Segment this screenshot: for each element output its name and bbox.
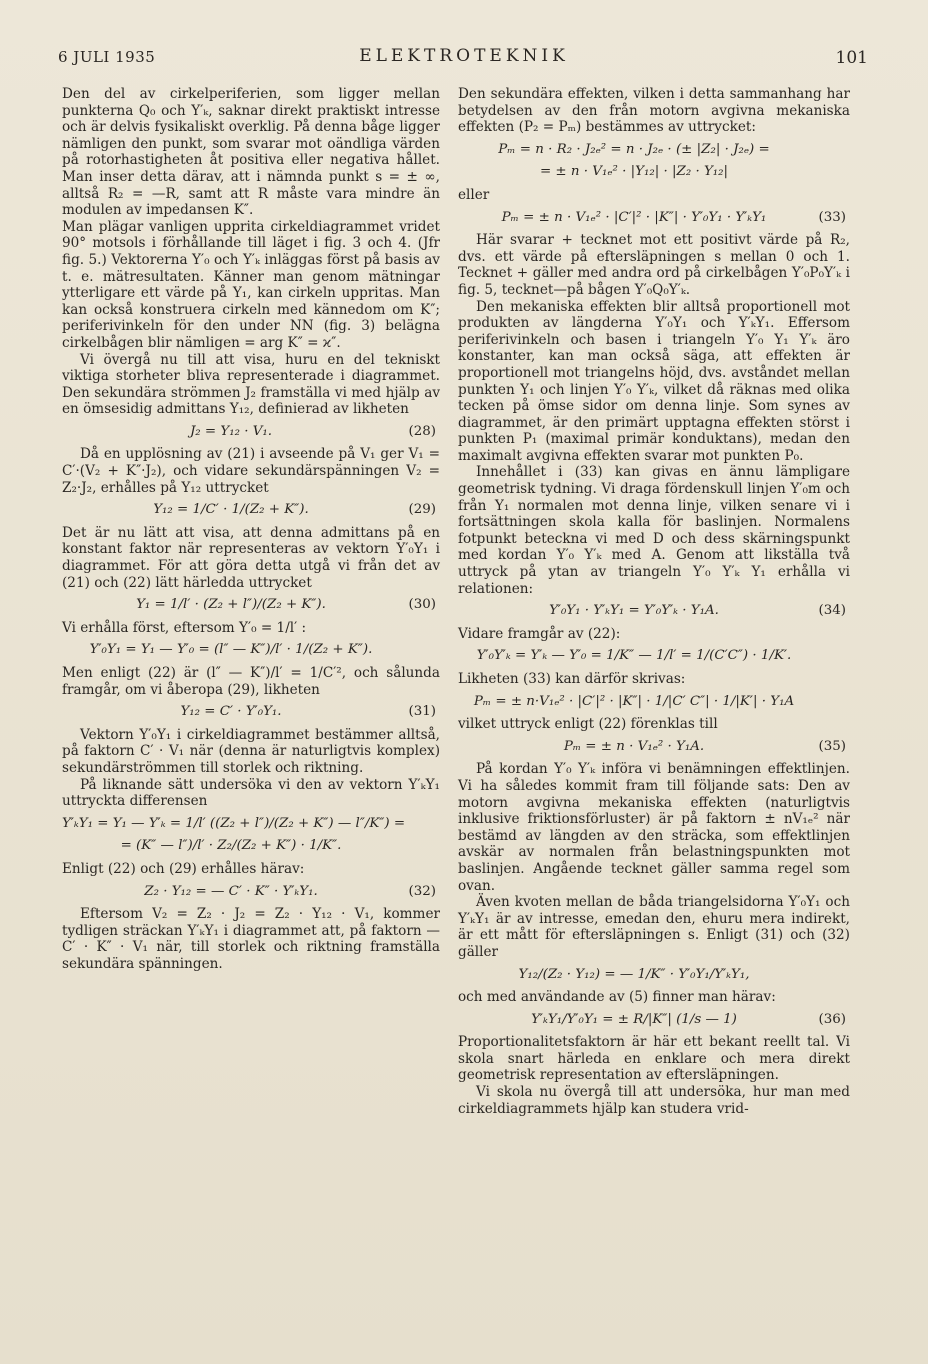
paragraph: På liknande sätt undersöka vi den av vektorn Y′ₖY₁ uttryckta differensen bbox=[62, 776, 440, 810]
right-column bbox=[458, 86, 850, 1117]
paragraph: Vektorn Y′₀Y₁ i cirkeldiagrammet bestämmer alltså, på faktorn C′ · V₁ när (denna är naturligtvis komplex) sekundärströmmen till storlek och riktning. bbox=[62, 726, 440, 776]
equation-number: (32) bbox=[408, 883, 436, 899]
paragraph: och med användande av (5) finner man härav: bbox=[458, 989, 776, 1006]
paragraph: Men enligt (22) är (l″ — K″)/l′ = 1/C′², och sålunda framgår, om vi åberopa (29), likheten bbox=[62, 665, 440, 698]
equation bbox=[458, 694, 850, 711]
equation bbox=[458, 1012, 850, 1029]
paragraph: vilket uttryck enligt (22) förenklas till bbox=[458, 716, 718, 733]
equation-number: (30) bbox=[408, 597, 436, 613]
paragraph: Innehållet i (33) kan givas en ännu lämpligare geometrisk tydning. Vi draga fördenskull linjen Y′₀m och från Y₁ normalen mot denna linje, vilken senare vi i fortsättningen skola kalla för baslinjen. Normalens fotpunkt beteckna vi med D och dess skärningspunkt med kordan Y′₀ Y′ₖ med A. Genom att likställa två uttryck på ytan av triangeln Y′₀ Y′ₖ Y₁ erhålla vi relationen: bbox=[458, 464, 850, 597]
equation-body: = (K″ — l″)/l′ · Z₂/(Z₂ + K″) · 1/K″. bbox=[120, 838, 342, 854]
paragraph: Även kvoten mellan de båda triangelsidorna Y′₀Y₁ och Y′ₖY₁ är av intresse, emedan den, ehuru mera indirekt, är ett mått för eftersläpningen s. Enligt (31) och (32) gäller bbox=[458, 894, 850, 960]
equation-body: Y′ₖY₁ = Y₁ — Y′ₖ = 1/l′ ((Z₂ + l″)/(Z₂ + K″) — l″/K″) = bbox=[62, 815, 406, 831]
equation bbox=[62, 597, 440, 614]
equation-number: (36) bbox=[818, 1011, 846, 1027]
paragraph: Vi övergå nu till att visa, huru en del tekniskt viktiga storheter bliva representerade i diagrammet. Den sekundära strömmen J₂ framställa vi med hjälp av en ömsesidig admittans Y₁₂, definierad av likheten bbox=[62, 351, 440, 418]
equation bbox=[458, 142, 850, 159]
equation-body: Y′ₖY₁/Y′₀Y₁ = ± R/|K″| (1/s — 1) bbox=[531, 1011, 737, 1027]
paragraph: Proportionalitetsfaktorn är här ett bekant reellt tal. Vi skola snart härleda en enklare och mera direkt geometrisk representation av eftersläpningen. bbox=[458, 1034, 850, 1084]
paragraph: Vi skola nu övergå till att undersöka, hur man med cirkeldiagrammets hjälp kan studera vrid- bbox=[458, 1084, 850, 1117]
equation-body: Pₘ = n · R₂ · J₂ₑ² = n · J₂ₑ · (± |Z₂| · J₂ₑ) = bbox=[498, 141, 770, 157]
equation bbox=[458, 210, 850, 227]
equation bbox=[458, 603, 850, 620]
equation bbox=[458, 648, 850, 665]
equation bbox=[62, 838, 440, 855]
journal-title: ELEKTROTEKNIK bbox=[359, 46, 569, 66]
paragraph: Här svarar + tecknet mot ett positivt värde på R₂, dvs. ett värde på eftersläpningen s mellan 0 och 1. Tecknet + gäller med andra ord på cirkelbågen Y′₀P₀Y′ₖ i fig. 5, tecknet—på bågen Y′₀Q₀Y′ₖ. bbox=[458, 232, 850, 298]
equation-number: (34) bbox=[818, 603, 846, 619]
paragraph: Vi erhålla först, eftersom Y′₀ = 1/l′ : bbox=[62, 619, 307, 636]
equation-body: Y′₀Y₁ · Y′ₖY₁ = Y′₀Y′ₖ · Y₁A. bbox=[549, 603, 719, 619]
equation-body: Y₁ = 1/l′ · (Z₂ + l″)/(Z₂ + K″). bbox=[136, 597, 326, 613]
equation bbox=[458, 739, 850, 756]
equation bbox=[62, 884, 440, 901]
equation-body: Y₁₂ = C′ · Y′₀Y₁. bbox=[180, 704, 282, 720]
paragraph: Den sekundära effekten, vilken i detta sammanhang har betydelsen av den från motorn avgivna mekaniska effekten (P₂ = Pₘ) bestämmes av uttrycket: bbox=[458, 86, 850, 136]
paragraph: Det är nu lätt att visa, att denna admittans på en konstant faktor när representeras av vektorn Y′₀Y₁ i diagrammet. För att göra detta utgå vi från det av (21) och (22) lätt härledda uttrycket bbox=[62, 524, 440, 591]
equation-number: (29) bbox=[408, 502, 436, 518]
paragraph: eller bbox=[458, 186, 490, 203]
equation-number: (31) bbox=[408, 704, 436, 720]
equation-body: Pₘ = ± n · V₁ₑ² · Y₁A. bbox=[563, 738, 705, 754]
equation-body: Y₁₂/(Z₂ · Y₁₂) = — 1/K″ · Y′₀Y₁/Y′ₖY₁, bbox=[518, 966, 750, 982]
equation bbox=[62, 502, 440, 519]
equation bbox=[62, 642, 440, 659]
paragraph: Den mekaniska effekten blir alltså proportionell mot produkten av längderna Y′₀Y₁ och Y′ₖY₁. Effersom periferivinkeln och basen i triangeln Y′₀ Y₁ Y′ₖ äro konstanter, kan man också säga, att effekten är proportionell mot triangelns höjd, dvs. avståndet mellan punkten Y₁ och linjen Y′₀ Y′ₖ, vilket då räknas med olika tecken på ömse sidor om denna linje. Som synes av diagrammet, är den primärt upptagna effekten störst i punkten P₁ (maximal primär konduktans), medan den maximalt avgivna effekten svarar mot punkten P₀. bbox=[458, 298, 850, 464]
equation-body: Pₘ = ± n·V₁ₑ² · |C′|² · |K″| · 1/|C′ C″| · 1/|K′| · Y₁A bbox=[473, 693, 795, 709]
equation bbox=[458, 967, 850, 984]
paragraph: Enligt (22) och (29) erhålles härav: bbox=[62, 860, 305, 877]
equation-body: Y′₀Y′ₖ = Y′ₖ — Y′₀ = 1/K″ — 1/l′ = 1/(C′C″) · 1/K′. bbox=[476, 648, 792, 664]
equation bbox=[62, 424, 440, 441]
equation-body: J₂ = Y₁₂ · V₁. bbox=[189, 423, 273, 439]
paragraph: Den del av cirkelperiferien, som ligger mellan punkterna Q₀ och Y′ₖ, saknar direkt praktiskt intresse och är delvis fysikaliskt overklig. På denna båge ligger nämligen den punkt, som svarar mot oändliga värden på rotorhastigheten åt positiva eller negativa hållet. Man inser detta därav, att i nämnda punkt s = ± ∞, alltså R₂ = —R, samt att R måste vara mindre än modulen av impedansen K″. bbox=[62, 86, 440, 219]
paragraph: Eftersom V₂ = Z₂ · J₂ = Z₂ · Y₁₂ · V₁, kommer tydligen sträckan Y′ₖY₁ i diagrammet att, på faktorn — C′ · K″ · V₁ när, till storlek och riktning framställa sekundära spänningen. bbox=[62, 906, 440, 972]
paragraph: På kordan Y′₀ Y′ₖ införa vi benämningen effektlinjen. Vi ha således kommit fram till följande sats: Den av motorn avgivna mekaniska effekten (naturligtvis inklusive friktionsförluster) är på faktorn ± nV₁ₑ² när bestämd av längden av den sträcka, som effektlinjen avskär av normalen från belastningspunkten mot baslinjen. Angående tecknet gäller samma regel som ovan. bbox=[458, 761, 850, 894]
paragraph: Då en upplösning av (21) i avseende på V₁ ger V₁ = C′·(V₂ + K″·J₂), och vidare sekundärspänningen V₂ = Z₂·J₂, erhålles på Y₁₂ uttrycket bbox=[62, 446, 440, 496]
issue-date: 6 JULI 1935 bbox=[58, 48, 156, 66]
equation-number: (35) bbox=[818, 738, 846, 754]
equation-number: (28) bbox=[408, 423, 436, 439]
paragraph: Likheten (33) kan därför skrivas: bbox=[458, 671, 686, 687]
paragraph: Vidare framgår av (22): bbox=[458, 625, 621, 642]
running-header bbox=[0, 46, 928, 76]
equation-body: = ± n · V₁ₑ² · |Y₁₂| · |Z₂ · Y₁₂| bbox=[539, 164, 729, 180]
equation bbox=[62, 816, 440, 833]
paragraph: Man plägar vanligen upprita cirkeldiagrammet vridet 90° motsols i förhållande till läget i fig. 3 och 4. (Jfr fig. 5.) Vektorerna Y′₀ och Y′ₖ inläggas först på basis av t. e. mätresultaten. Känner man genom mätningar ytterligare ett värde på Y₁, kan cirkeln uppritas. Man kan också konstruera cirkeln med kännedom om K″; periferivinkeln för den under NN (fig. 3) belägna cirkelbågen blir nämligen = arg K″ = ϰ″. bbox=[62, 218, 440, 351]
left-column bbox=[62, 86, 440, 973]
equation-body: Pₘ = ± n · V₁ₑ² · |C′|² · |K″| · Y′₀Y₁ · Y′ₖY₁ bbox=[501, 209, 767, 225]
equation bbox=[62, 704, 440, 721]
page-number: 101 bbox=[835, 48, 868, 68]
equation-body: Y′₀Y₁ = Y₁ — Y′₀ = (l″ — K″)/l′ · 1/(Z₂ + K″). bbox=[89, 642, 373, 658]
equation-body: Y₁₂ = 1/C′ · 1/(Z₂ + K″). bbox=[153, 502, 309, 518]
equation-number: (33) bbox=[818, 209, 846, 225]
equation bbox=[458, 164, 850, 181]
equation-body: Z₂ · Y₁₂ = — C′ · K″ · Y′ₖY₁. bbox=[144, 883, 318, 899]
